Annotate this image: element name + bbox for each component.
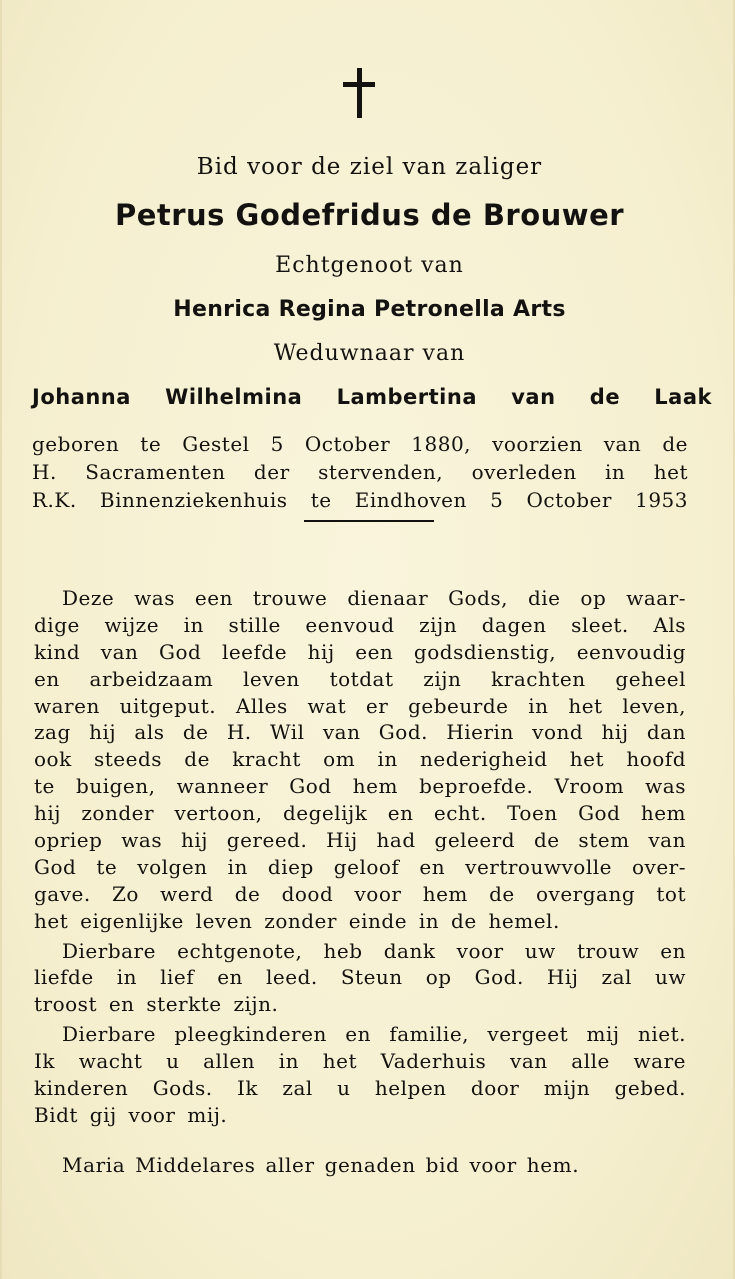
cross-icon <box>343 68 375 118</box>
first-wife-name: Johanna Wilhelmina Lambertina van de Laak <box>32 385 712 409</box>
body-line: hij zonder vertoon, degelijk en echt. Toen God hem <box>34 801 686 826</box>
body-line: waren uitgeput. Alles wat er gebeurde in het leven, <box>34 693 686 718</box>
body-line: gave. Zo werd de dood voor hem de overgang tot <box>34 881 686 906</box>
widower-relation: Weduwnaar van <box>273 341 466 366</box>
body-line: God te volgen in diep geloof en vertrouwvolle over- <box>34 854 686 879</box>
body-line: ook steeds de kracht om in nederigheid het hoofd <box>34 747 686 772</box>
body-line: en arbeidzaam leven totdat zijn krachten geheel <box>34 666 686 691</box>
body-line: Bidt gij voor mij. <box>34 1102 228 1127</box>
body-line: dige wijze in stille eenvoud zijn dagen sleet. Als <box>34 612 686 637</box>
birth-line: H. Sacramenten der stervenden, overleden in het <box>32 460 688 484</box>
body-line: Dierbare echtgenote, heb dank voor uw trouw en <box>62 938 686 963</box>
body-line: Deze was een trouwe dienaar Gods, die op waar- <box>62 586 686 610</box>
body-line: Dierbare pleegkinderen en familie, vergeet mij niet. <box>62 1022 686 1047</box>
body-line: kind van God leefde hij een godsdienstig, eenvoudig <box>34 639 686 664</box>
body-line: te buigen, wanneer God hem beproefde. Vroom was <box>34 774 686 799</box>
body-line: opriep was hij gereed. Hij had geleerd de stem van <box>34 828 686 853</box>
body-line: zag hij als de H. Wil van God. Hierin vond hij dan <box>34 720 686 745</box>
body-line: liefde in lief en leed. Steun op God. Hij zal uw <box>34 965 686 990</box>
spouse-relation: Echtgenoot van <box>275 253 464 278</box>
body-line: het eigenlijke leven zonder einde in de hemel. <box>34 908 560 933</box>
body-line: kinderen Gods. Ik zal u helpen door mijn gebed. <box>34 1076 686 1101</box>
body-line: Ik wacht u allen in het Vaderhuis van alle ware <box>34 1049 686 1074</box>
birth-line: R.K. Binnenziekenhuis te Eindhoven 5 October 1953 <box>32 488 688 512</box>
body-line: troost en sterkte zijn. <box>34 992 279 1017</box>
divider <box>304 520 434 522</box>
deceased-name: Petrus Godefridus de Brouwer <box>114 198 625 232</box>
birth-line: geboren te Gestel 5 October 1880, voorzien van de <box>32 432 688 456</box>
closing-prayer: Maria Middelares aller genaden bid voor hem. <box>62 1153 580 1177</box>
eulogy-text <box>34 585 686 1129</box>
birth-death-details <box>32 430 688 514</box>
prayer-line: Bid voor de ziel van zaliger <box>196 154 543 180</box>
spouse-name: Henrica Regina Petronella Arts <box>173 297 566 322</box>
